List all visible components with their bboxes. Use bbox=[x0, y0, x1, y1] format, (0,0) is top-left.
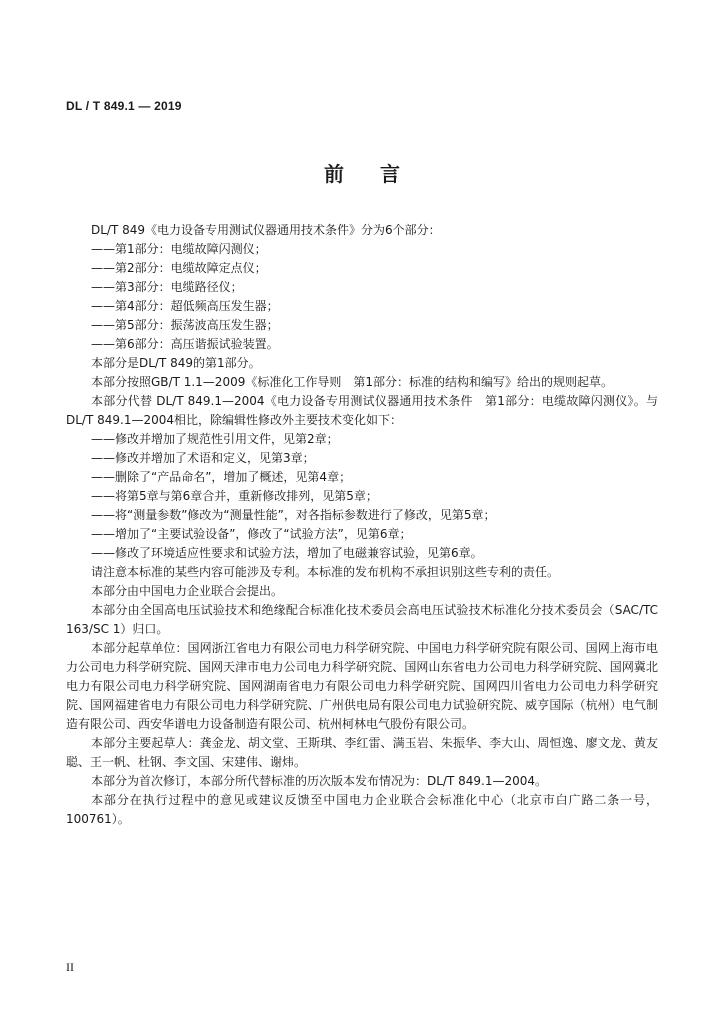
list-item: ——将第5章与第6章合并，重新修改排列，见第5章； bbox=[91, 489, 378, 503]
list-item: ——第2部分：电缆故障定点仪； bbox=[91, 261, 267, 275]
list-item: ——第1部分：电缆故障闪测仪； bbox=[91, 242, 267, 256]
list-item: ——第3部分：电缆路径仪； bbox=[91, 280, 243, 294]
list-item: ——第4部分：超低频高压发生器； bbox=[91, 299, 279, 313]
paragraph: 本部分主要起草人：龚金龙、胡文堂、王斯琪、李红雷、满玉岩、朱振华、李大山、周恒逸、廖文龙、黄友聪、王一帆、杜钢、李文国、宋建伟、谢炜。 bbox=[66, 736, 658, 769]
list-item: ——第6部分：高压谐振试验装置。 bbox=[91, 337, 279, 351]
paragraph: 请注意本标准的某些内容可能涉及专利。本标准的发布机构不承担识别这些专利的责任。 bbox=[91, 565, 560, 579]
paragraph: 本部分代替 DL/T 849.1—2004《电力设备专用测试仪器通用技术条件 第1部分：电缆故障闪测仪》。与DL/T 849.1—2004相比，除编辑性修改外主要技术变化如下： bbox=[66, 394, 658, 427]
foreword-body bbox=[66, 221, 658, 829]
list-item: ——修改并增加了规范性引用文件，见第2章； bbox=[91, 432, 339, 446]
paragraph: 本部分由中国电力企业联合会提出。 bbox=[91, 584, 284, 598]
title-char-2: 言 bbox=[380, 162, 400, 186]
page-number: II bbox=[66, 960, 74, 974]
title-char-1: 前 bbox=[324, 162, 344, 186]
list-item: ——修改了环境适应性要求和试验方法，增加了电磁兼容试验，见第6章。 bbox=[91, 546, 483, 560]
list-item: ——将“测量参数”修改为“测量性能”，对各指标参数进行了修改，见第5章； bbox=[91, 508, 496, 522]
paragraph: 本部分在执行过程中的意见或建议反馈至中国电力企业联合会标准化中心（北京市白广路二条一号，100761）。 bbox=[66, 793, 658, 826]
page-title bbox=[0, 158, 724, 187]
document-code: DL / T 849.1 — 2019 bbox=[66, 99, 182, 113]
paragraph: 本部分起草单位：国网浙江省电力有限公司电力科学研究院、中国电力科学研究院有限公司、国网上海市电力公司电力科学研究院、国网天津市电力公司电力科学研究院、国网山东省电力公司电力科学研究院、国网冀北电力有限公司电力科学研究院、国网湖南省电力有限公司电力科学研究院、国网四川省电力公司电力科学研究院、国网福建省电力有限公司电力科学研究院、广州供电局有限公司电力试验研究院、威亨国际（杭州）电气制造有限公司、西安华谱电力设备制造有限公司、杭州柯林电气股份有限公司。 bbox=[66, 641, 658, 731]
paragraph: DL/T 849《电力设备专用测试仪器通用技术条件》分为6个部分： bbox=[91, 223, 441, 237]
paragraph: 本部分为首次修订，本部分所代替标准的历次版本发布情况为：DL/T 849.1—2004。 bbox=[91, 774, 548, 788]
paragraph: 本部分由全国高电压试验技术和绝缘配合标准化技术委员会高电压试验技术标准化分技术委员会（SAC/TC 163/SC 1）归口。 bbox=[66, 603, 658, 636]
paragraph: 本部分按照GB/T 1.1—2009《标准化工作导则 第1部分：标准的结构和编写》给出的规则起草。 bbox=[91, 375, 613, 389]
list-item: ——删除了“产品命名”，增加了概述，见第4章； bbox=[91, 470, 352, 484]
paragraph: 本部分是DL/T 849的第1部分。 bbox=[91, 356, 261, 370]
list-item: ——第5部分：振荡波高压发生器； bbox=[91, 318, 279, 332]
list-item: ——增加了“主要试验设备”，修改了“试验方法”，见第6章； bbox=[91, 527, 412, 541]
list-item: ——修改并增加了术语和定义，见第3章； bbox=[91, 451, 315, 465]
